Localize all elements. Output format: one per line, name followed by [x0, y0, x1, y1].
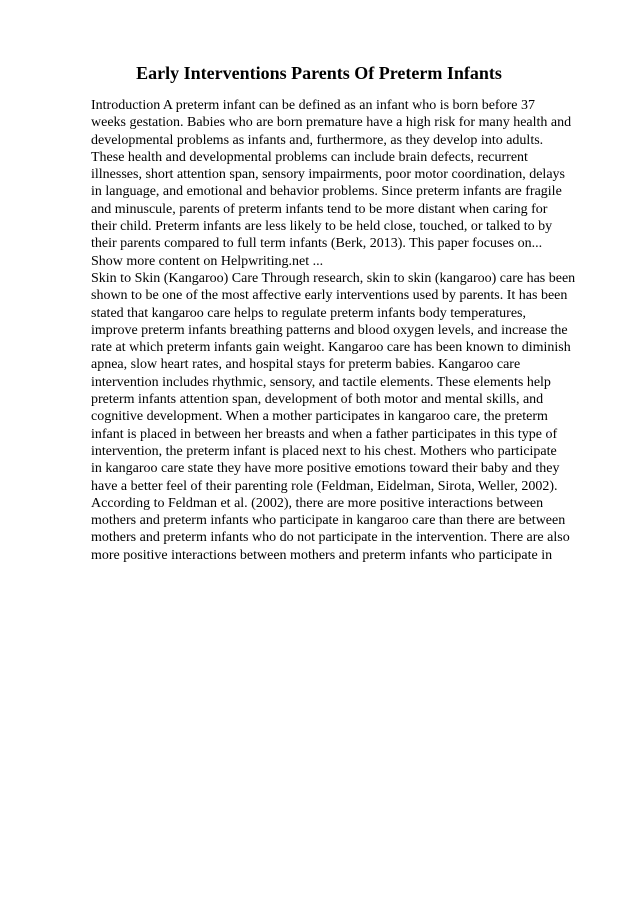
body-line: intervention, the preterm infant is placed next to his chest. Mothers who participate: [91, 443, 557, 459]
body-line: and minuscule, parents of preterm infants tend to be more distant when caring for: [91, 201, 548, 217]
body-line: in kangaroo care state they have more positive emotions toward their baby and they: [91, 461, 560, 477]
body-line: According to Feldman et al. (2002), there are more positive interactions between: [91, 495, 544, 511]
body-line: Introduction A preterm infant can be defined as an infant who is born before 37: [91, 98, 535, 113]
body-line: in language, and emotional and behavior problems. Since preterm infants are fragile: [91, 184, 562, 200]
body-line: These health and developmental problems can include brain defects, recurrent: [91, 149, 528, 165]
body-line: developmental problems as infants and, furthermore, as they develop into adults.: [91, 132, 544, 148]
body-line: mothers and preterm infants who participate in kangaroo care than there are between: [91, 513, 566, 529]
body-line: intervention includes rhythmic, sensory, and tactile elements. These elements help: [91, 374, 551, 390]
body-line: weeks gestation. Babies who are born premature have a high risk for many health and: [91, 115, 572, 131]
body-line: mothers and preterm infants who do not participate in the intervention. There are also: [91, 530, 570, 546]
show-more-line: Show more content on Helpwriting.net ...: [91, 253, 324, 269]
body-line: illnesses, short attention span, sensory impairments, poor motor coordination, delays: [91, 167, 565, 183]
body-line: cognitive development. When a mother participates in kangaroo care, the preterm: [91, 409, 548, 425]
body-line: more positive interactions between mothers and preterm infants who participate in: [91, 547, 553, 563]
body-line: improve preterm infants breathing patterns and blood oxygen levels, and increase the: [91, 322, 568, 338]
body-line: their parents compared to full term infants (Berk, 2013). This paper focuses on...: [91, 236, 543, 252]
body-line: their child. Preterm infants are less likely to be held close, touched, or talked to by: [91, 219, 553, 235]
body-line: rate at which preterm infants gain weight. Kangaroo care has been known to diminish: [91, 340, 571, 356]
body-line: stated that kangaroo care helps to regulate preterm infants body temperatures,: [91, 305, 526, 321]
body-line: apnea, slow heart rates, and hospital stays for preterm babies. Kangaroo care: [91, 357, 521, 373]
document-title: Early Interventions Parents Of Preterm Infants: [136, 63, 502, 83]
body-line: have a better feel of their parenting role (Feldman, Eidelman, Sirota, Weller, 2002).: [91, 478, 558, 494]
body-line: Skin to Skin (Kangaroo) Care Through research, skin to skin (kangaroo) care has been: [91, 270, 576, 286]
body-line: shown to be one of the most affective early interventions used by parents. It has been: [91, 288, 568, 304]
body-line: infant is placed in between her breasts and when a father participates in this type of: [91, 426, 558, 442]
document-body: [91, 97, 601, 564]
body-line: preterm infants attention span, development of both motor and mental skills, and: [91, 392, 544, 408]
